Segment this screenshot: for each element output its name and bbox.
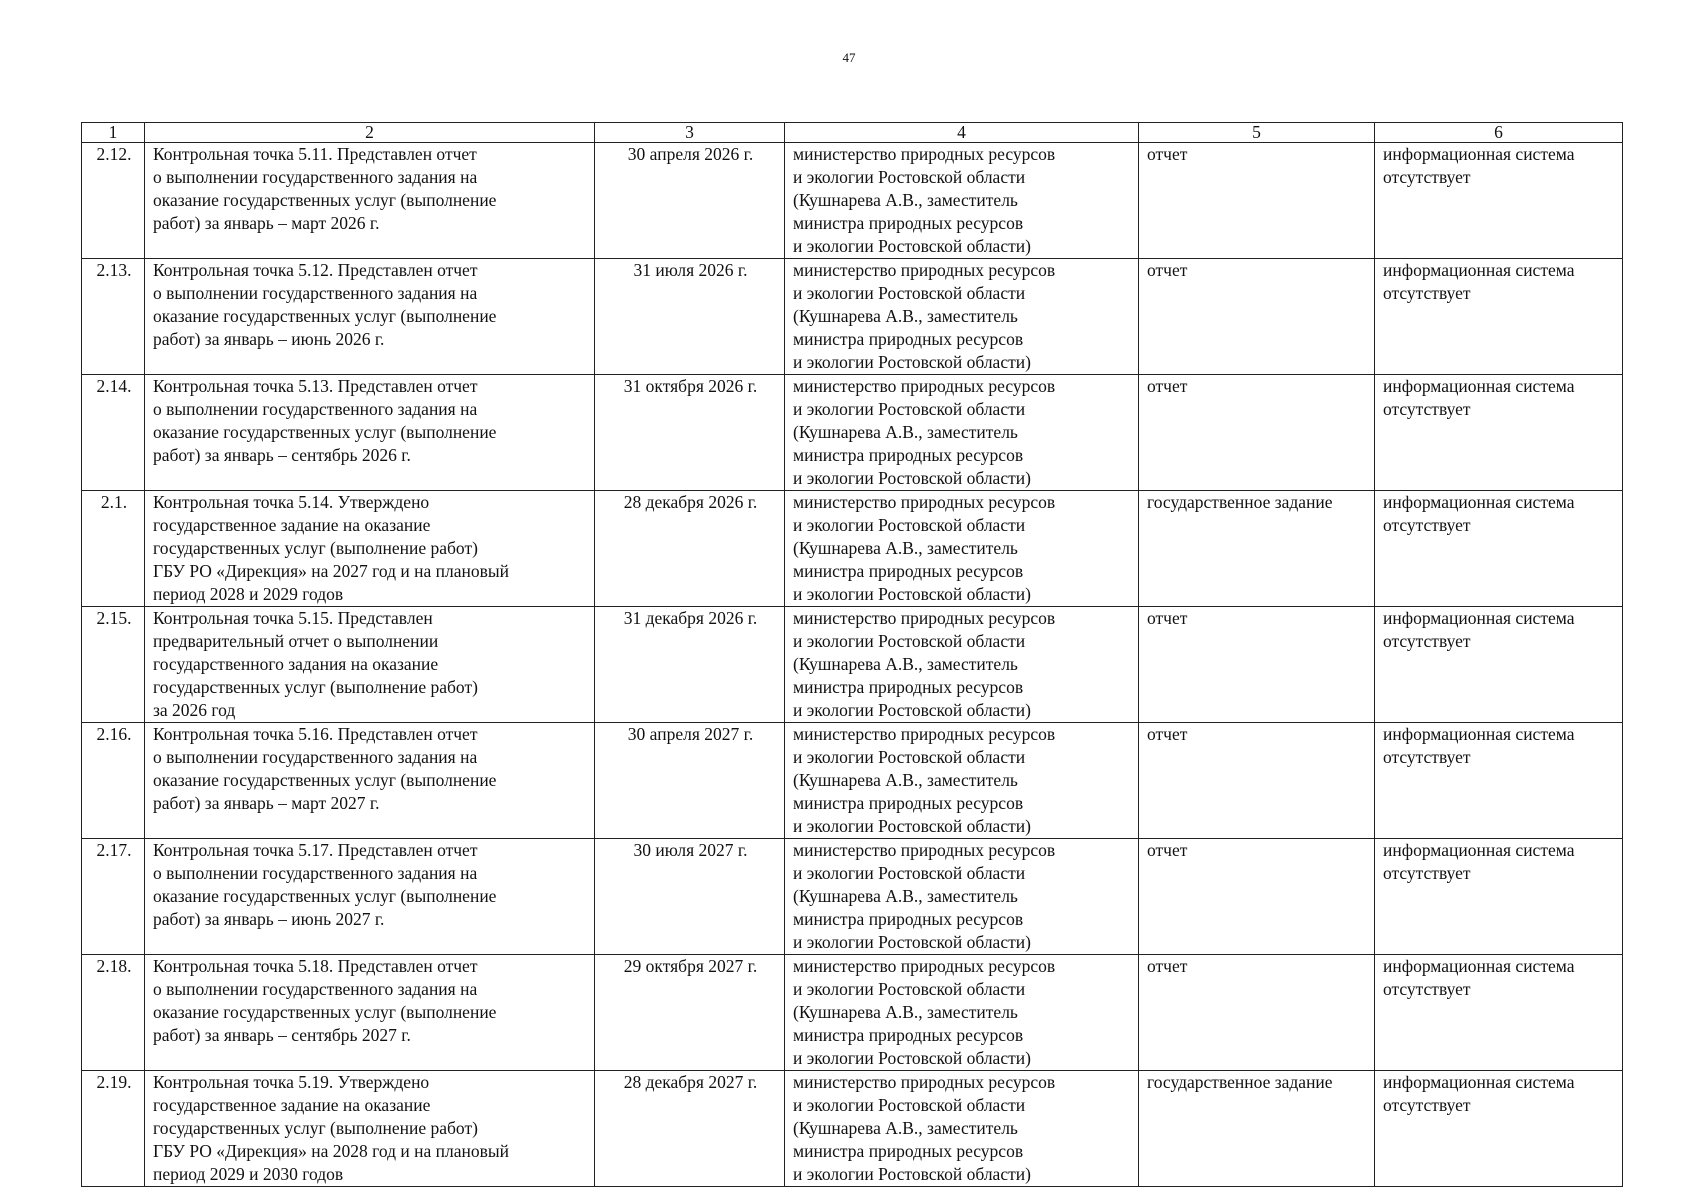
column-header: 6	[1375, 123, 1623, 143]
due-date-cell	[595, 955, 785, 1071]
due-date-cell	[595, 259, 785, 375]
responsible-party-cell	[785, 375, 1139, 491]
document-type-cell	[1139, 1071, 1375, 1187]
document-type: отчет	[1147, 724, 1188, 744]
due-date-cell	[595, 491, 785, 607]
document-type-cell	[1139, 723, 1375, 839]
event-description: Контрольная точка 5.18. Представлен отчет о выполнении государственного задания на оказание государственных услуг (выполнение работ) за январь – сентябрь 2027 г.	[153, 956, 497, 1045]
information-system-cell	[1375, 955, 1623, 1071]
information-system-cell	[1375, 143, 1623, 259]
row-number-cell	[82, 143, 145, 259]
event-description: Контрольная точка 5.15. Представлен предварительный отчет о выполнении государственного задания на оказание государственных услуг (выполнение работ) за 2026 год	[153, 608, 478, 720]
information-system: информационная система отсутствует	[1383, 260, 1575, 303]
due-date-cell	[595, 375, 785, 491]
column-header: 2	[145, 123, 595, 143]
document-type: отчет	[1147, 260, 1188, 280]
row-number: 2.14.	[96, 376, 132, 396]
row-number-cell	[82, 375, 145, 491]
due-date: 31 июля 2026 г.	[633, 260, 748, 280]
document-type: отчет	[1147, 840, 1188, 860]
information-system-cell	[1375, 607, 1623, 723]
document-type-cell	[1139, 259, 1375, 375]
event-description: Контрольная точка 5.13. Представлен отчет о выполнении государственного задания на оказание государственных услуг (выполнение работ) за январь – сентябрь 2026 г.	[153, 376, 497, 465]
document-type-cell	[1139, 839, 1375, 955]
responsible-party: министерство природных ресурсов и экологии Ростовской области (Кушнарева А.В., заместитель министра природных ресурсов и экологии Ростовской области)	[793, 840, 1056, 952]
due-date: 31 декабря 2026 г.	[623, 608, 758, 628]
due-date: 28 декабря 2026 г.	[623, 492, 758, 512]
responsible-party: министерство природных ресурсов и экологии Ростовской области (Кушнарева А.В., заместитель министра природных ресурсов и экологии Ростовской области)	[793, 1072, 1056, 1184]
table-row	[82, 955, 1623, 1071]
row-number-cell	[82, 491, 145, 607]
row-number: 2.16.	[96, 724, 132, 744]
row-number-cell	[82, 259, 145, 375]
due-date-cell	[595, 723, 785, 839]
document-type-cell	[1139, 143, 1375, 259]
information-system-cell	[1375, 259, 1623, 375]
table-row	[82, 491, 1623, 607]
due-date: 31 октября 2026 г.	[623, 376, 758, 396]
due-date-cell	[595, 143, 785, 259]
information-system-cell	[1375, 491, 1623, 607]
document-type-cell	[1139, 491, 1375, 607]
due-date: 29 октября 2027 г.	[623, 956, 758, 976]
table-row	[82, 259, 1623, 375]
responsible-party-cell	[785, 259, 1139, 375]
responsible-party-cell	[785, 607, 1139, 723]
document-type: отчет	[1147, 608, 1188, 628]
due-date-cell	[595, 839, 785, 955]
information-system-cell	[1375, 839, 1623, 955]
information-system: информационная система отсутствует	[1383, 608, 1575, 651]
event-description: Контрольная точка 5.17. Представлен отчет о выполнении государственного задания на оказание государственных услуг (выполнение работ) за январь – июнь 2027 г.	[153, 840, 497, 929]
table-row	[82, 723, 1623, 839]
column-header: 4	[785, 123, 1139, 143]
due-date: 28 декабря 2027 г.	[623, 1072, 758, 1092]
event-description-cell	[145, 259, 595, 375]
event-description-cell	[145, 375, 595, 491]
table-row	[82, 839, 1623, 955]
responsible-party: министерство природных ресурсов и экологии Ростовской области (Кушнарева А.В., заместитель министра природных ресурсов и экологии Ростовской области)	[793, 260, 1056, 372]
event-description: Контрольная точка 5.12. Представлен отчет о выполнении государственного задания на оказание государственных услуг (выполнение работ) за январь – июнь 2026 г.	[153, 260, 497, 349]
document-type-cell	[1139, 607, 1375, 723]
responsible-party: министерство природных ресурсов и экологии Ростовской области (Кушнарева А.В., заместитель министра природных ресурсов и экологии Ростовской области)	[793, 376, 1056, 488]
event-description: Контрольная точка 5.19. Утверждено государственное задание на оказание государственных услуг (выполнение работ) ГБУ РО «Дирекция» на 2028 год и на плановый период 2029 и 2030 годов	[153, 1072, 510, 1184]
row-number: 2.15.	[96, 608, 132, 628]
due-date-cell	[595, 1071, 785, 1187]
event-description-cell	[145, 491, 595, 607]
column-header: 1	[82, 123, 145, 143]
responsible-party: министерство природных ресурсов и экологии Ростовской области (Кушнарева А.В., заместитель министра природных ресурсов и экологии Ростовской области)	[793, 492, 1056, 604]
event-description-cell	[145, 143, 595, 259]
event-description: Контрольная точка 5.11. Представлен отчет о выполнении государственного задания на оказание государственных услуг (выполнение работ) за январь – март 2026 г.	[153, 144, 497, 233]
information-system: информационная система отсутствует	[1383, 840, 1575, 883]
control-points-table	[81, 122, 1623, 1187]
event-description: Контрольная точка 5.14. Утверждено государственное задание на оказание государственных услуг (выполнение работ) ГБУ РО «Дирекция» на 2027 год и на плановый период 2028 и 2029 годов	[153, 492, 510, 604]
row-number: 2.18.	[96, 956, 132, 976]
due-date-cell	[595, 607, 785, 723]
table-row	[82, 607, 1623, 723]
document-type: государственное задание	[1147, 1072, 1333, 1092]
document-type: государственное задание	[1147, 492, 1333, 512]
due-date: 30 апреля 2027 г.	[627, 724, 754, 744]
information-system-cell	[1375, 723, 1623, 839]
row-number: 2.13.	[96, 260, 132, 280]
table-header-row	[82, 123, 1623, 143]
event-description-cell	[145, 1071, 595, 1187]
responsible-party: министерство природных ресурсов и экологии Ростовской области (Кушнарева А.В., заместитель министра природных ресурсов и экологии Ростовской области)	[793, 956, 1056, 1068]
row-number: 2.1.	[100, 492, 128, 512]
table-row	[82, 143, 1623, 259]
responsible-party-cell	[785, 723, 1139, 839]
event-description-cell	[145, 839, 595, 955]
responsible-party-cell	[785, 143, 1139, 259]
event-description-cell	[145, 607, 595, 723]
information-system: информационная система отсутствует	[1383, 376, 1575, 419]
responsible-party-cell	[785, 955, 1139, 1071]
row-number-cell	[82, 955, 145, 1071]
row-number-cell	[82, 1071, 145, 1187]
row-number: 2.19.	[96, 1072, 132, 1092]
document-type: отчет	[1147, 144, 1188, 164]
row-number-cell	[82, 839, 145, 955]
document-type: отчет	[1147, 956, 1188, 976]
information-system-cell	[1375, 375, 1623, 491]
row-number-cell	[82, 723, 145, 839]
row-number-cell	[82, 607, 145, 723]
column-header: 5	[1139, 123, 1375, 143]
document-type-cell	[1139, 375, 1375, 491]
page-number: 47	[842, 50, 856, 65]
event-description-cell	[145, 955, 595, 1071]
row-number: 2.12.	[96, 144, 132, 164]
responsible-party: министерство природных ресурсов и экологии Ростовской области (Кушнарева А.В., заместитель министра природных ресурсов и экологии Ростовской области)	[793, 144, 1056, 256]
responsible-party-cell	[785, 1071, 1139, 1187]
responsible-party: министерство природных ресурсов и экологии Ростовской области (Кушнарева А.В., заместитель министра природных ресурсов и экологии Ростовской области)	[793, 724, 1056, 836]
information-system-cell	[1375, 1071, 1623, 1187]
information-system: информационная система отсутствует	[1383, 956, 1575, 999]
column-header: 3	[595, 123, 785, 143]
information-system: информационная система отсутствует	[1383, 724, 1575, 767]
document-type-cell	[1139, 955, 1375, 1071]
row-number: 2.17.	[96, 840, 132, 860]
event-description: Контрольная точка 5.16. Представлен отчет о выполнении государственного задания на оказание государственных услуг (выполнение работ) за январь – март 2027 г.	[153, 724, 497, 813]
responsible-party: министерство природных ресурсов и экологии Ростовской области (Кушнарева А.В., заместитель министра природных ресурсов и экологии Ростовской области)	[793, 608, 1056, 720]
document-type: отчет	[1147, 376, 1188, 396]
table-row	[82, 1071, 1623, 1187]
responsible-party-cell	[785, 491, 1139, 607]
information-system: информационная система отсутствует	[1383, 1072, 1575, 1115]
due-date: 30 июля 2027 г.	[633, 840, 748, 860]
information-system: информационная система отсутствует	[1383, 492, 1575, 535]
due-date: 30 апреля 2026 г.	[627, 144, 754, 164]
event-description-cell	[145, 723, 595, 839]
information-system: информационная система отсутствует	[1383, 144, 1575, 187]
table-row	[82, 375, 1623, 491]
responsible-party-cell	[785, 839, 1139, 955]
